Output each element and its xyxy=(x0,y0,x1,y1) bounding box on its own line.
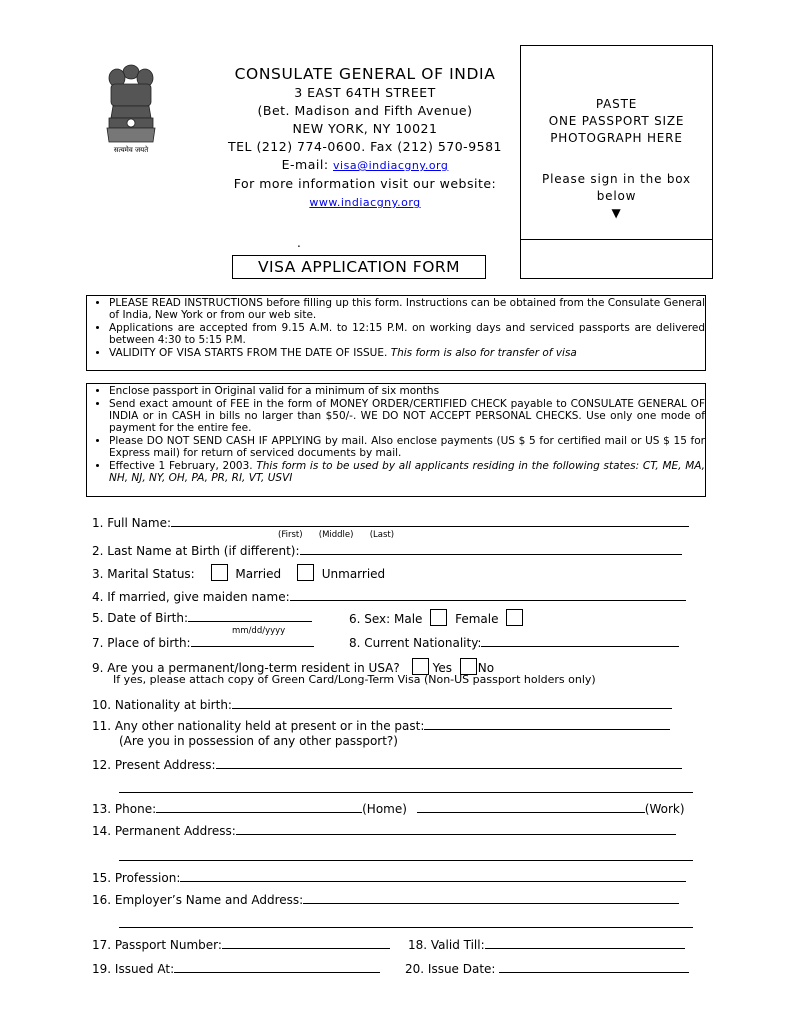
address-line-3: NEW YORK, NY 10021 xyxy=(292,121,438,136)
field-nationality-birth xyxy=(92,696,672,713)
married-checkbox[interactable] xyxy=(211,564,228,581)
field-place-of-birth xyxy=(92,634,314,651)
employer-input-2[interactable] xyxy=(119,915,693,928)
present-address-line2 xyxy=(119,780,693,797)
sign-instruction-2: below xyxy=(596,189,637,203)
field-full-name xyxy=(92,514,689,531)
nationality-label: 8. Current Nationality: xyxy=(349,636,482,650)
field-permanent-address xyxy=(92,822,676,839)
email-label: E-mail: xyxy=(281,157,329,172)
first-hint: (First) xyxy=(278,530,303,540)
effective-date: Effective 1 February, 2003. xyxy=(109,460,253,472)
telephone-fax: TEL (212) 774-0600. Fax (212) 570-9581 xyxy=(227,139,503,154)
nationality-birth-input[interactable] xyxy=(232,696,672,709)
field-dob xyxy=(92,609,312,626)
dob-format-hint: mm/dd/yyyy xyxy=(232,626,286,636)
permanent-address-input[interactable] xyxy=(236,822,676,835)
maiden-name-input[interactable] xyxy=(290,588,686,601)
validity-text: VALIDITY OF VISA STARTS FROM THE DATE OF ISSUE. xyxy=(109,347,388,359)
name-parts-hint xyxy=(278,530,394,540)
instruction-item: • Applications are accepted from 9.15 A.M. to 12:15 P.M. on working days and serviced passports are delivered between 4:30 to 5:15 P.M. xyxy=(109,322,705,346)
down-arrow-icon: ▼ xyxy=(611,206,622,220)
address-line-1: 3 EAST 64TH STREET xyxy=(294,85,436,100)
valid-till-label: 18. Valid Till: xyxy=(408,938,485,952)
emblem-icon xyxy=(103,60,159,160)
resident-label: 9. Are you a permanent/long-term resident in USA? xyxy=(92,661,400,675)
field-employer xyxy=(92,891,679,908)
email-row xyxy=(200,156,530,175)
issued-at-input[interactable] xyxy=(174,960,380,973)
phone-home-input[interactable] xyxy=(156,800,362,813)
full-name-input[interactable] xyxy=(171,514,689,527)
present-address-label: 12. Present Address: xyxy=(92,758,216,772)
place-of-birth-label: 7. Place of birth: xyxy=(92,636,191,650)
female-label: Female xyxy=(455,612,499,626)
employer-input[interactable] xyxy=(303,891,679,904)
marital-status-label: 3. Marital Status: xyxy=(92,567,195,581)
female-checkbox[interactable] xyxy=(506,609,523,626)
website-text: For more information visit our website: xyxy=(233,176,497,191)
transfer-note: This form is also for transfer of visa xyxy=(390,347,577,359)
issue-date-label: 20. Issue Date: xyxy=(405,962,496,976)
instruction-item: • Please DO NOT SEND CASH IF APPLYING by mail. Also enclose payments (US $ 5 for certified mail or US $ 15 for Express mail) for return of serviced documents by mail. xyxy=(109,435,705,459)
field-other-nationality xyxy=(92,717,670,734)
permanent-address-label: 14. Permanent Address: xyxy=(92,824,236,838)
dob-label: 5. Date of Birth: xyxy=(92,611,188,625)
unmarried-checkbox[interactable] xyxy=(297,564,314,581)
field-phone xyxy=(92,800,685,817)
consulate-header xyxy=(200,64,530,212)
male-checkbox[interactable] xyxy=(430,609,447,626)
instruction-item xyxy=(109,347,705,359)
unmarried-label: Unmarried xyxy=(321,567,386,581)
nationality-birth-label: 10. Nationality at birth: xyxy=(92,698,232,712)
last-name-birth-label: 2. Last Name at Birth (if different): xyxy=(92,544,300,558)
dob-input[interactable] xyxy=(188,609,312,622)
form-title: VISA APPLICATION FORM xyxy=(232,255,486,279)
maiden-name-label: 4. If married, give maiden name: xyxy=(92,590,290,604)
other-nationality-input[interactable] xyxy=(424,717,670,730)
national-emblem xyxy=(103,60,159,160)
profession-label: 15. Profession: xyxy=(92,871,181,885)
states-note: This form is to be used by all applicants residing in the following states: CT, ME, MA, NH, NJ, NY, OH, PA, PR, RI, VT, USVI xyxy=(109,460,705,484)
phone-work-input[interactable] xyxy=(417,800,645,813)
instruction-item xyxy=(109,460,705,484)
field-issue-date xyxy=(405,960,689,977)
field-passport-number xyxy=(92,936,390,953)
profession-input[interactable] xyxy=(180,869,686,882)
issued-at-label: 19. Issued At: xyxy=(92,962,175,976)
present-address-input[interactable] xyxy=(216,756,682,769)
phone-work-label: (Work) xyxy=(644,802,685,816)
field-valid-till xyxy=(408,936,685,953)
field-profession xyxy=(92,869,686,886)
place-of-birth-input[interactable] xyxy=(191,634,314,647)
issue-date-input[interactable] xyxy=(499,960,689,973)
passport-number-input[interactable] xyxy=(222,936,390,949)
last-hint: (Last) xyxy=(369,530,395,540)
resident-no-label: No xyxy=(477,661,495,675)
employer-label: 16. Employer’s Name and Address: xyxy=(92,893,304,907)
resident-note: If yes, please attach copy of Green Card/Long-Term Visa (Non-US passport holders only) xyxy=(113,673,596,686)
full-name-label: 1. Full Name: xyxy=(92,516,172,530)
field-nationality xyxy=(349,634,679,651)
passport-number-label: 17. Passport Number: xyxy=(92,938,222,952)
photo-here: PHOTOGRAPH HERE xyxy=(550,131,683,145)
field-issued-at xyxy=(92,960,380,977)
other-nationality-label: 11. Any other nationality held at present or in the past: xyxy=(92,719,425,733)
photo-box xyxy=(520,45,713,240)
stray-dot: . xyxy=(297,236,301,250)
resident-yes-label: Yes xyxy=(432,661,452,675)
address-line-2: (Bet. Madison and Fifth Avenue) xyxy=(257,103,473,118)
photo-paste: PASTE xyxy=(595,97,638,111)
other-passport-note: (Are you in possession of any other passport?) xyxy=(119,734,398,748)
present-address-input-2[interactable] xyxy=(119,780,693,793)
field-marital-status xyxy=(92,564,385,582)
email-link[interactable]: visa@indiacgny.org xyxy=(333,159,449,172)
photo-size: ONE PASSPORT SIZE xyxy=(548,114,685,128)
field-sex xyxy=(349,609,527,627)
phone-home-label: (Home) xyxy=(362,802,407,816)
website-link[interactable]: www.indiacgny.org xyxy=(309,196,421,209)
married-label: Married xyxy=(235,567,282,581)
last-name-birth-input[interactable] xyxy=(300,542,682,555)
phone-label: 13. Phone: xyxy=(92,802,157,816)
field-maiden-name xyxy=(92,588,686,605)
nationality-input[interactable] xyxy=(481,634,679,647)
permanent-address-line2 xyxy=(119,848,693,865)
field-present-address xyxy=(92,756,682,773)
instruction-item: • Send exact amount of FEE in the form of MONEY ORDER/CERTIFIED CHECK payable to CONSULATE GENERAL OF INDIA or in CASH in bills no larger than $50/-. WE DO NOT ACCEPT PERSONAL CHECKS. Use only one mode of payment for the entire fee. xyxy=(109,398,705,434)
employer-line2 xyxy=(119,915,693,932)
middle-hint: (Middle) xyxy=(318,530,354,540)
instructions-box-1 xyxy=(86,295,706,371)
consulate-name: CONSULATE GENERAL OF INDIA xyxy=(234,65,496,83)
instructions-box-2 xyxy=(86,383,706,497)
valid-till-input[interactable] xyxy=(485,936,685,949)
signature-box[interactable] xyxy=(520,238,713,279)
field-last-name-birth xyxy=(92,542,682,559)
sex-male-label: 6. Sex: Male xyxy=(349,612,423,626)
instruction-item: • Enclose passport in Original valid for a minimum of six months xyxy=(109,385,705,397)
instruction-item: • PLEASE READ INSTRUCTIONS before filling up this form. Instructions can be obtained from the Consulate General of India, New York or from our web site. xyxy=(109,297,705,321)
permanent-address-input-2[interactable] xyxy=(119,848,693,861)
sign-instruction: Please sign in the box xyxy=(542,172,691,186)
emblem-caption: सत्यमेव जयते xyxy=(113,146,149,154)
